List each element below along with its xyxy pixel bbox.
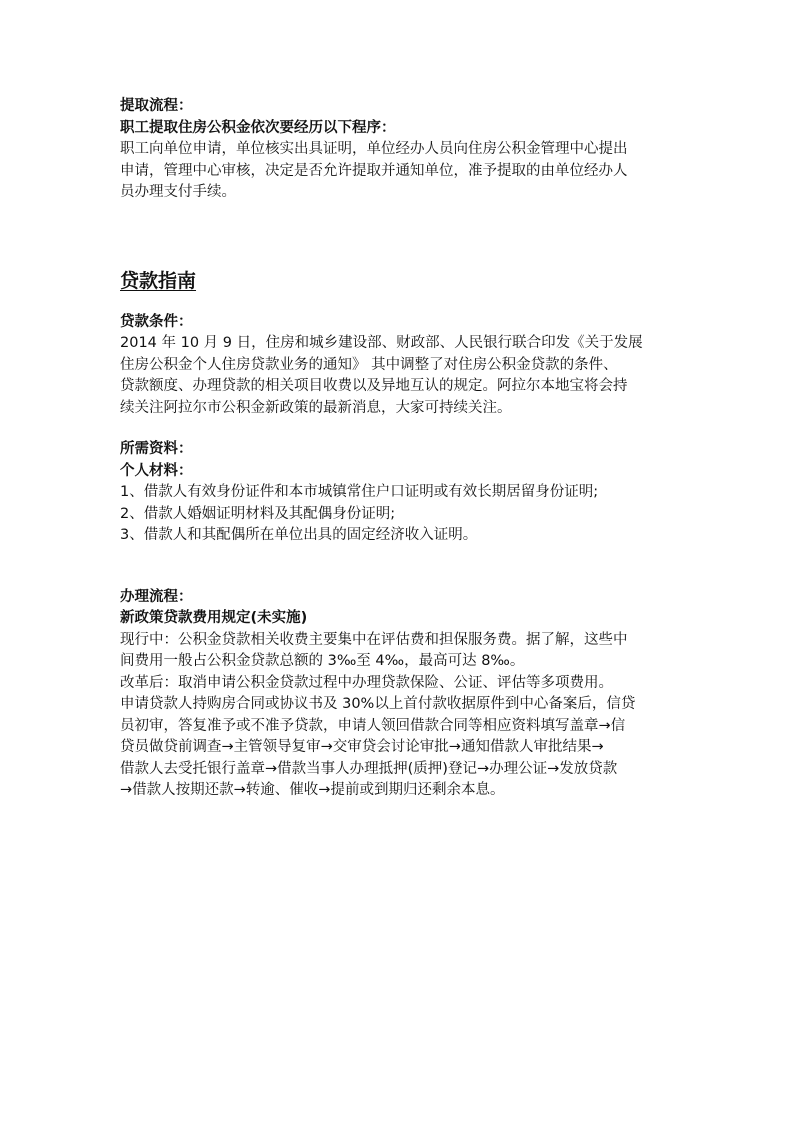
process-paragraph-line: →借款人按期还款→转逾、催收→提前或到期归还剩余本息。 [120, 782, 505, 798]
withdraw-subtitle: 职工提取住房公积金依次要经历以下程序： [120, 119, 396, 136]
conditions-paragraph-line: 住房公积金个人住房贷款业务的通知》 其中调整了对住房公积金贷款的条件、 [120, 356, 618, 373]
process-title: 办理流程： [120, 588, 193, 605]
process-paragraph-line: 现行中：公积金贷款相关收费主要集中在评估费和担保服务费。据了解，这些中 [120, 631, 628, 648]
process-paragraph-line: 借款人去受托银行盖章→借款当事人办理抵押(质押)登记→办理公证→发放贷款 [120, 760, 618, 777]
conditions-paragraph-line: 2014 年 10 月 9 日，住房和城乡建设部、财政部、人民银行联合印发《关于发展 [120, 335, 643, 351]
process-paragraph-line: 贷员做贷前调查→主管领导复审→交审贷会讨论审批→通知借款人审批结果→ [120, 739, 604, 755]
materials-list-item: 2、借款人婚姻证明材料及其配偶身份证明; [120, 505, 396, 522]
document-page [120, 96, 680, 802]
conditions-title: 贷款条件： [120, 313, 193, 330]
withdraw-paragraph-line: 员办理支付手续。 [120, 184, 236, 200]
conditions-paragraph-line: 续关注阿拉尔市公积金新政策的最新消息，大家可持续关注。 [120, 399, 512, 416]
conditions-paragraph-line: 贷款额度、办理贷款的相关项目收费以及异地互认的规定。阿拉尔本地宝将会持 [120, 378, 628, 394]
materials-subtitle: 个人材料： [120, 462, 193, 479]
loan-guide-heading: 贷款指南 [120, 269, 197, 292]
process-subtitle: 新政策贷款费用规定(未实施) [120, 610, 308, 626]
withdraw-paragraph-line: 职工向单位申请，单位核实出具证明，单位经办人员向住房公积金管理中心提出 [120, 141, 628, 157]
materials-list-item: 3、借款人和其配偶所在单位出具的固定经济收入证明。 [120, 527, 478, 543]
materials-list-item: 1、借款人有效身份证件和本市城镇常住户口证明或有效长期居留身份证明; [120, 484, 599, 500]
withdraw-paragraph-line: 申请，管理中心审核，决定是否允许提取并通知单位，准予提取的由单位经办人 [120, 162, 628, 179]
process-paragraph-line: 申请贷款人持购房合同或协议书及 30%以上首付款收据原件到中心备案后，信贷 [120, 696, 636, 712]
withdraw-title: 提取流程： [120, 98, 193, 114]
process-paragraph-line: 员初审，答复准予或不准予贷款，申请人领回借款合同等相应资料填写盖章→信 [120, 717, 626, 734]
materials-title: 所需资料： [120, 441, 193, 457]
process-paragraph-line: 间费用一般占公积金贷款总额的 3‰至 4‰，最高可达 8‰。 [120, 653, 525, 669]
process-paragraph-line: 改革后：取消申请公积金贷款过程中办理贷款保险、公证、评估等多项费用。 [120, 674, 613, 691]
